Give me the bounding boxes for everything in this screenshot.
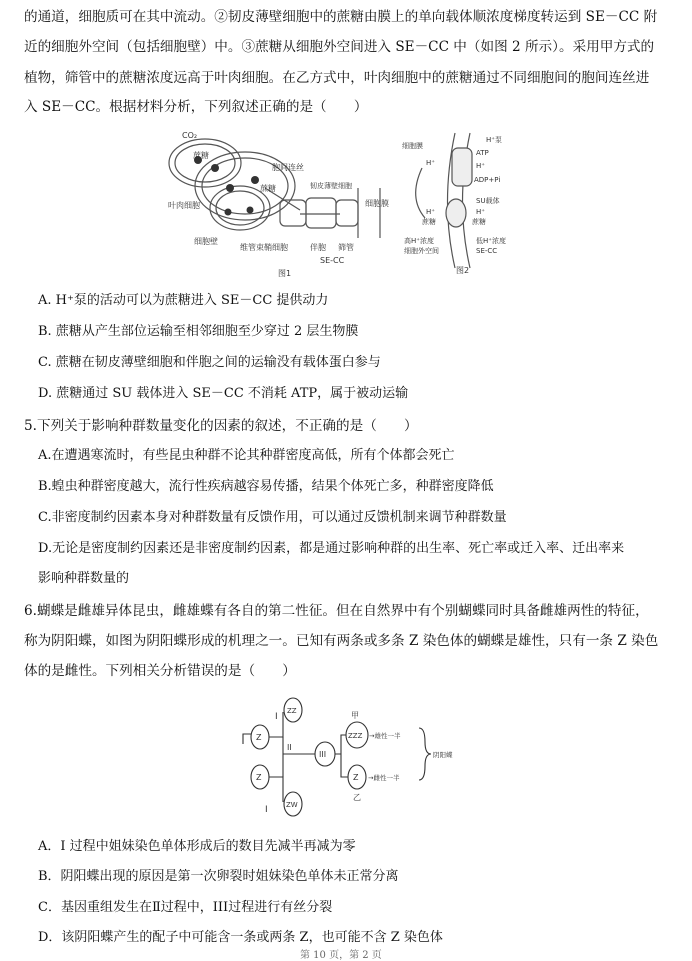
- fig1-caption: 图1: [278, 269, 292, 278]
- q6-fig-gynandromorph: 阴阳蝶: [433, 751, 453, 759]
- q6-option-a: A．I 过程中姐妹染色单体形成后的数目先减半再减为零: [38, 839, 356, 854]
- q6-fig-male-half: →雄性一半: [369, 732, 401, 740]
- fig2-se-cc-label: SE-CC: [476, 247, 498, 255]
- q5-option-d: D.无论是密度制约因素还是非密度制约因素，都是通过影响种群的出生率、死亡率或迁入率、迁出率来: [38, 541, 625, 556]
- fig2-extracellular-label: 细胞外空间: [404, 247, 439, 255]
- q6-fig-roman-2: II: [287, 743, 292, 752]
- fig1-cell-wall-label: 细胞壁: [194, 237, 218, 246]
- fig2-h-pump-label: H⁺泵: [486, 136, 502, 144]
- q6-stem-line-3: 体的是雌性。下列相关分析错误的是（ ）: [24, 663, 296, 679]
- q6-option-c: C．基因重组发生在Ⅱ过程中，III过程进行有丝分裂: [38, 900, 333, 915]
- q6-fig-z-top: Z: [256, 733, 262, 742]
- q6-option-b: B．阴阳蝶出现的原因是第一次卵裂时姐妹染色单体未正常分离: [38, 869, 399, 884]
- q5-option-b: B.蝗虫种群密度越大，流行性疾病越容易传播，结果个体死亡多，种群密度降低: [38, 479, 494, 494]
- q6-fig-zw: ZW: [286, 801, 298, 809]
- fig1-bundle-sheath-label: 维管束鞘细胞: [240, 243, 288, 252]
- q6-fig-zz: ZZ: [287, 707, 297, 715]
- fig2-h-label-4: H⁺: [476, 208, 485, 216]
- fig2-h-label-2: H⁺: [476, 162, 485, 170]
- q6-fig-female-half: →雌性一半: [368, 774, 400, 782]
- q6-fig-z-bottom: Z: [256, 773, 262, 782]
- fig1-companion-cell-label: 伴胞: [310, 243, 326, 252]
- q6-option-d: D．该阴阳蝶产生的配子中可能含一条或两条 Z，也可能不含 Z 染色体: [38, 930, 443, 945]
- q4-option-b: B. 蔗糖从产生部位运输至相邻细胞至少穿过 2 层生物膜: [38, 324, 359, 339]
- fig2-low-h-label: 低H⁺浓度: [476, 237, 506, 245]
- fig2-caption: 图2: [456, 266, 470, 275]
- fig2-cell-membrane-label: 细胞膜: [402, 142, 423, 150]
- intro-line-4: 入 SE－CC。根据材料分析，下列叙述正确的是（ ）: [24, 99, 368, 115]
- fig1-sieve-tube-label: 筛管: [338, 243, 354, 252]
- q5-option-a: A.在遭遇寒流时，有些昆虫种群不论其种群密度高低，所有个体都会死亡: [38, 448, 455, 463]
- fig2-su-carrier-label: SU载体: [476, 197, 500, 205]
- q5-option-d-continuation: 影响种群数量的: [38, 571, 130, 586]
- q6-fig-z-right: Z: [353, 773, 359, 782]
- fig1-se-cc-label: SE-CC: [320, 256, 345, 265]
- q5-stem: 5.下列关于影响种群数量变化的因素的叙述，不正确的是（ ）: [24, 418, 418, 434]
- q4-option-d: D. 蔗糖通过 SU 载体进入 SE－CC 不消耗 ATP，属于被动运输: [38, 386, 409, 401]
- fig1-mesophyll-label: 叶肉细胞: [168, 201, 200, 210]
- q6-gynandromorph-diagram: [235, 692, 465, 828]
- figure-2-transport-diagram: [400, 128, 530, 278]
- fig2-adp-label: ADP+Pi: [474, 176, 501, 184]
- q6-stem-line-1: 6.蝴蝶是雌雄异体昆虫，雌雄蝶有各自的第二性征。但在自然界中有个别蝴蝶同时具备雌雄两性的特征，: [24, 603, 649, 619]
- fig1-plasmodesmata-label: 胞间连丝: [272, 163, 304, 172]
- q4-option-c: C. 蔗糖在韧皮薄壁细胞和伴胞之间的运输没有载体蛋白参与: [38, 355, 381, 370]
- q6-fig-yi: 乙: [353, 793, 361, 802]
- fig1-sucrose-label-1: 蔗糖: [193, 151, 209, 160]
- q6-fig-jia: 甲: [351, 711, 359, 720]
- figure-1-cell-diagram: [160, 128, 410, 278]
- intro-line-2: 近的细胞外空间（包括细胞壁）中。③蔗糖从细胞外空间进入 SE－CC 中（如图 2 所示）。采用甲方式的: [24, 39, 655, 55]
- intro-line-3: 植物，筛管中的蔗糖浓度远高于叶肉细胞。在乙方式中，叶肉细胞中的蔗糖通过不同细胞间的胞间连丝进: [24, 70, 650, 86]
- fig1-cell-membrane-label: 细胞膜: [365, 199, 389, 208]
- q6-fig-roman-3: III: [319, 750, 327, 759]
- q6-fig-roman-1b: I: [265, 805, 268, 815]
- fig1-phloem-parenchyma-label: 韧皮薄壁细胞: [310, 182, 352, 190]
- fig2-sucrose-label-2: 蔗糖: [472, 218, 486, 226]
- q5-option-c: C.非密度制约因素本身对种群数量有反馈作用，可以通过反馈机制来调节种群数量: [38, 510, 507, 525]
- q6-fig-roman-1a: I: [275, 712, 278, 722]
- q4-option-a: A. H⁺泵的活动可以为蔗糖进入 SE－CC 提供动力: [38, 293, 329, 308]
- fig2-h-label-1: H⁺: [426, 159, 435, 167]
- fig2-high-h-label: 高H⁺浓度: [404, 237, 434, 245]
- page-footer: 第 10 页，第 2 页: [300, 950, 382, 961]
- intro-line-1: 的通道，细胞质可在其中流动。②韧皮薄壁细胞中的蔗糖由膜上的单向载体顺浓度梯度转运到 SE－CC 附: [24, 9, 658, 25]
- fig2-atp-label: ATP: [476, 149, 489, 157]
- fig1-sucrose-label-2: 蔗糖: [260, 184, 276, 193]
- q6-fig-zzz: ZZZ: [348, 732, 363, 740]
- fig1-co2-label: CO₂: [182, 131, 198, 140]
- q6-stem-line-2: 称为阴阳蝶，如图为阴阳蝶形成的机理之一。已知有两条或多条 Z 染色体的蝴蝶是雄性，只有一条 Z 染色: [24, 633, 659, 649]
- fig2-sucrose-label-1: 蔗糖: [422, 218, 436, 226]
- fig2-h-label-3: H⁺: [426, 208, 435, 216]
